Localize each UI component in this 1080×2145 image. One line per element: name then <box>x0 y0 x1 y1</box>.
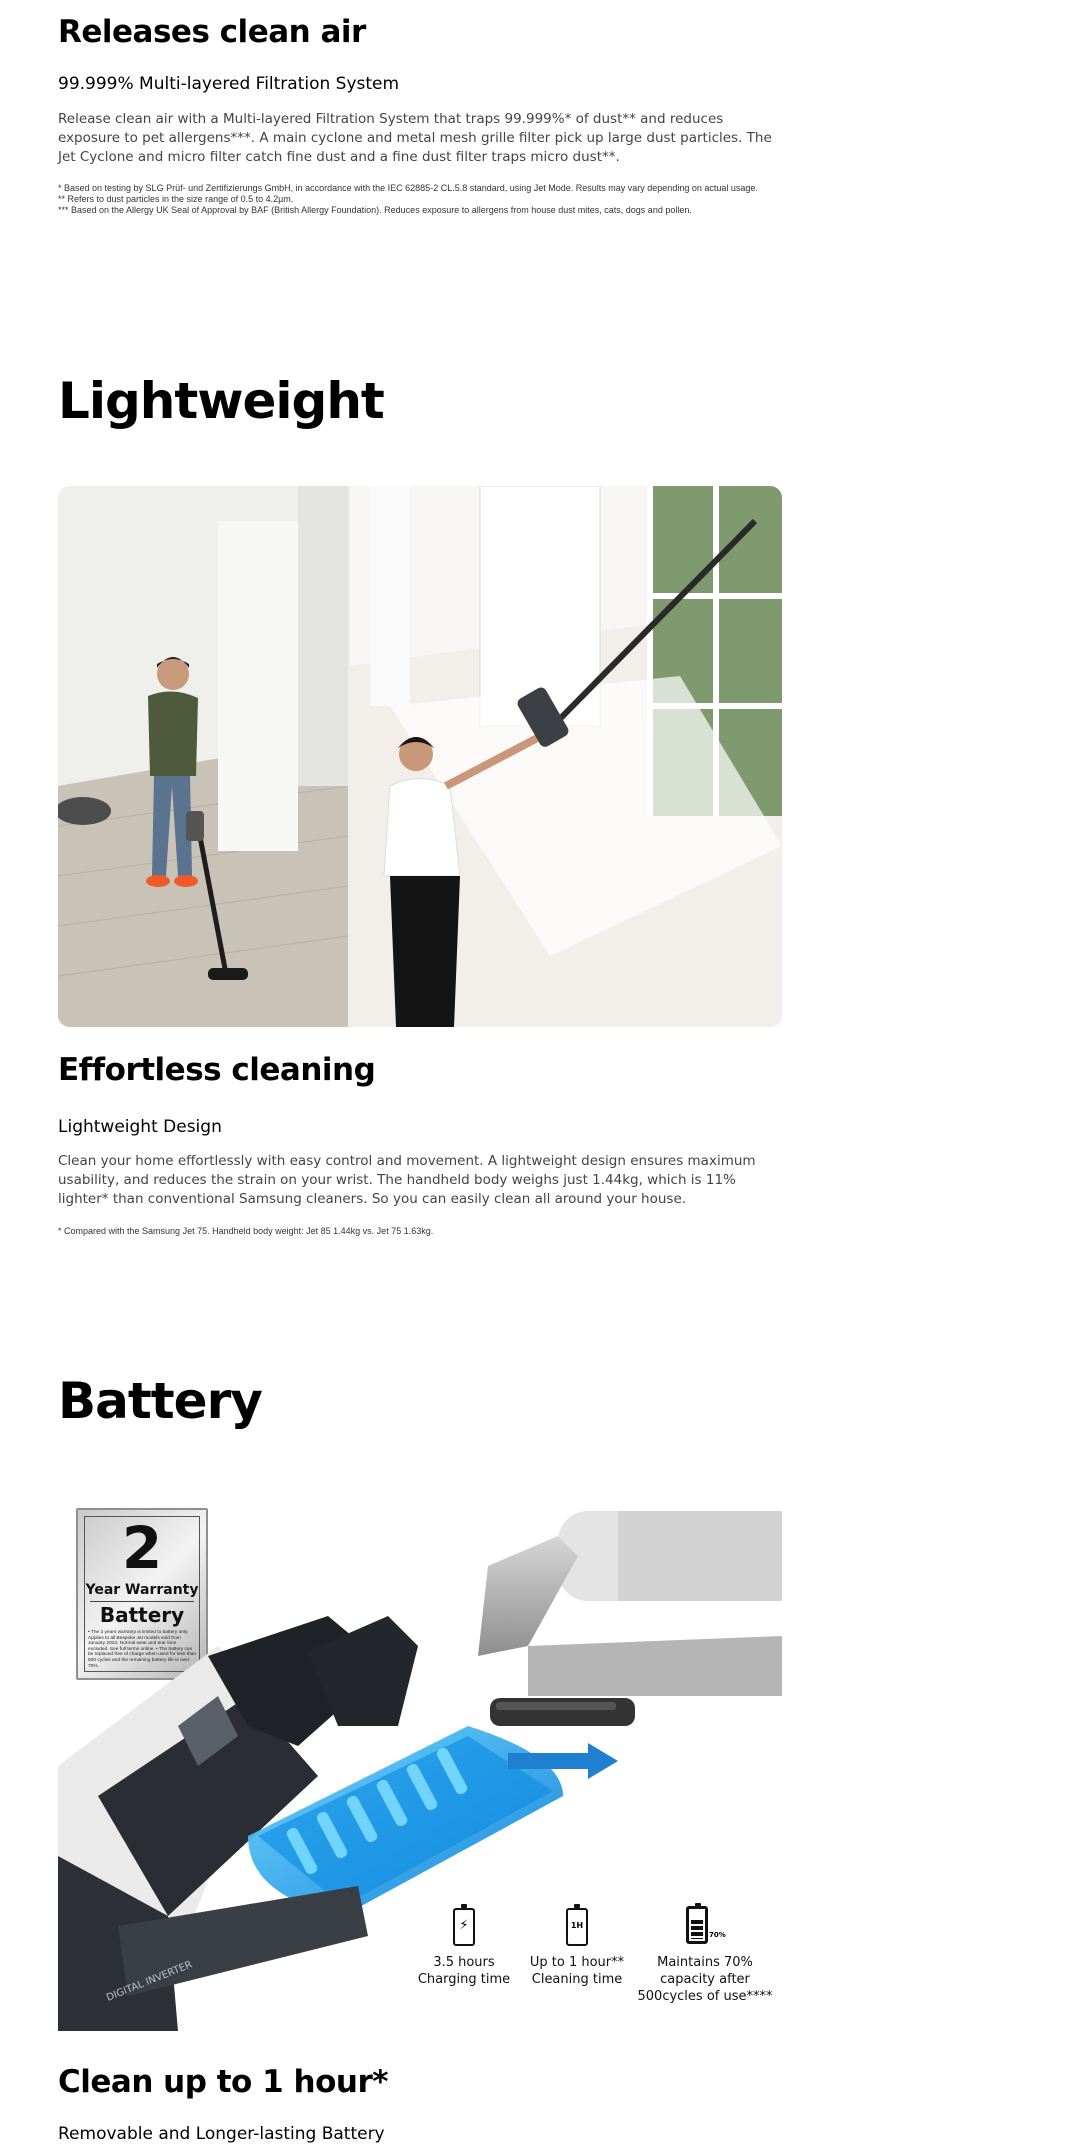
releases-title: Releases clean air <box>58 14 366 50</box>
releases-footnote-1: * Based on testing by SLG Prüf- und Zertifizierungs GmbH, in accordance with the IEC 62885-2 CL.5.8 standard, using Jet Mode. Results may vary depending on actual usage. <box>58 183 758 193</box>
lightweight-photo <box>58 486 782 1027</box>
releases-footnote-2: ** Refers to dust particles in the size range of 0.5 to 4.2µm. <box>58 194 294 204</box>
lightweight-heading: Lightweight <box>58 372 384 430</box>
releases-footnotes <box>58 183 768 216</box>
battery-heading: Battery <box>58 1372 262 1430</box>
lightning-battery-icon: ⚡ <box>453 1908 475 1946</box>
warranty-number: 2 <box>121 1514 163 1582</box>
warranty-fine-print: • The 2 years warranty is limited to battery only. Applies to all Bespoke Jet models sold from January 2023. Normal wear and tear time excluded. See full terms online. • The battery can be replaced free of charge when used for less than 500 cycles and the remaining battery life is over 70%. <box>88 1630 196 1669</box>
digital-inverter-label: DIGITAL INVERTER <box>105 1959 194 2004</box>
lightweight-body: Clean your home effortlessly with easy control and movement. A lightweight design ensures maximum usability, and reduces the strain on your wrist. The handheld body weighs just 1.44kg, which is 11% lighter* than conventional Samsung cleaners. So you can easily clean all around your house. <box>58 1153 756 1207</box>
battery-subtitle: Removable and Longer-lasting Battery <box>58 2124 385 2144</box>
capacity-caption: Maintains 70% capacity after 500cycles of use**** <box>637 1955 773 2004</box>
lightweight-footnote: * Compared with the Samsung Jet 75. Handheld body weight: Jet 85 1.44kg vs. Jet 75 1.63kg. <box>58 1226 434 1236</box>
1h-battery-icon: 1H <box>566 1908 588 1946</box>
cleaning-time-caption: Up to 1 hour** Cleaning time <box>529 1955 625 1987</box>
warranty-line-2: Battery <box>99 1603 185 1627</box>
charging-time-caption: 3.5 hours Charging time <box>417 1955 511 1987</box>
lightweight-subtitle: Lightweight Design <box>58 1117 222 1137</box>
70-percent-battery-icon: 70% <box>686 1906 708 1944</box>
photo-boy-vacuuming <box>58 486 348 1027</box>
warranty-line-1: Year Warranty <box>85 1582 199 1598</box>
battery-visual <box>58 1496 782 2031</box>
releases-footnote-3: *** Based on the Allergy UK Seal of Approval by BAF (British Allergy Foundation). Reduces exposure to allergens from house dust mites, cats, dogs and pollen. <box>58 205 692 215</box>
releases-body: Release clean air with a Multi-layered Filtration System that traps 99.999%* of dust** and reduces exposure to pet allergens***. A main cyclone and metal mesh grille filter pick up large dust particles. The Jet Cyclone and micro filter catch fine dust and a fine dust filter traps micro dust**. <box>58 111 772 165</box>
battery-title: Clean up to 1 hour* <box>58 2064 388 2100</box>
releases-subtitle: 99.999% Multi-layered Filtration System <box>58 74 400 94</box>
photo-woman-cleaning-high <box>350 486 782 1027</box>
lightweight-title: Effortless cleaning <box>58 1052 376 1088</box>
